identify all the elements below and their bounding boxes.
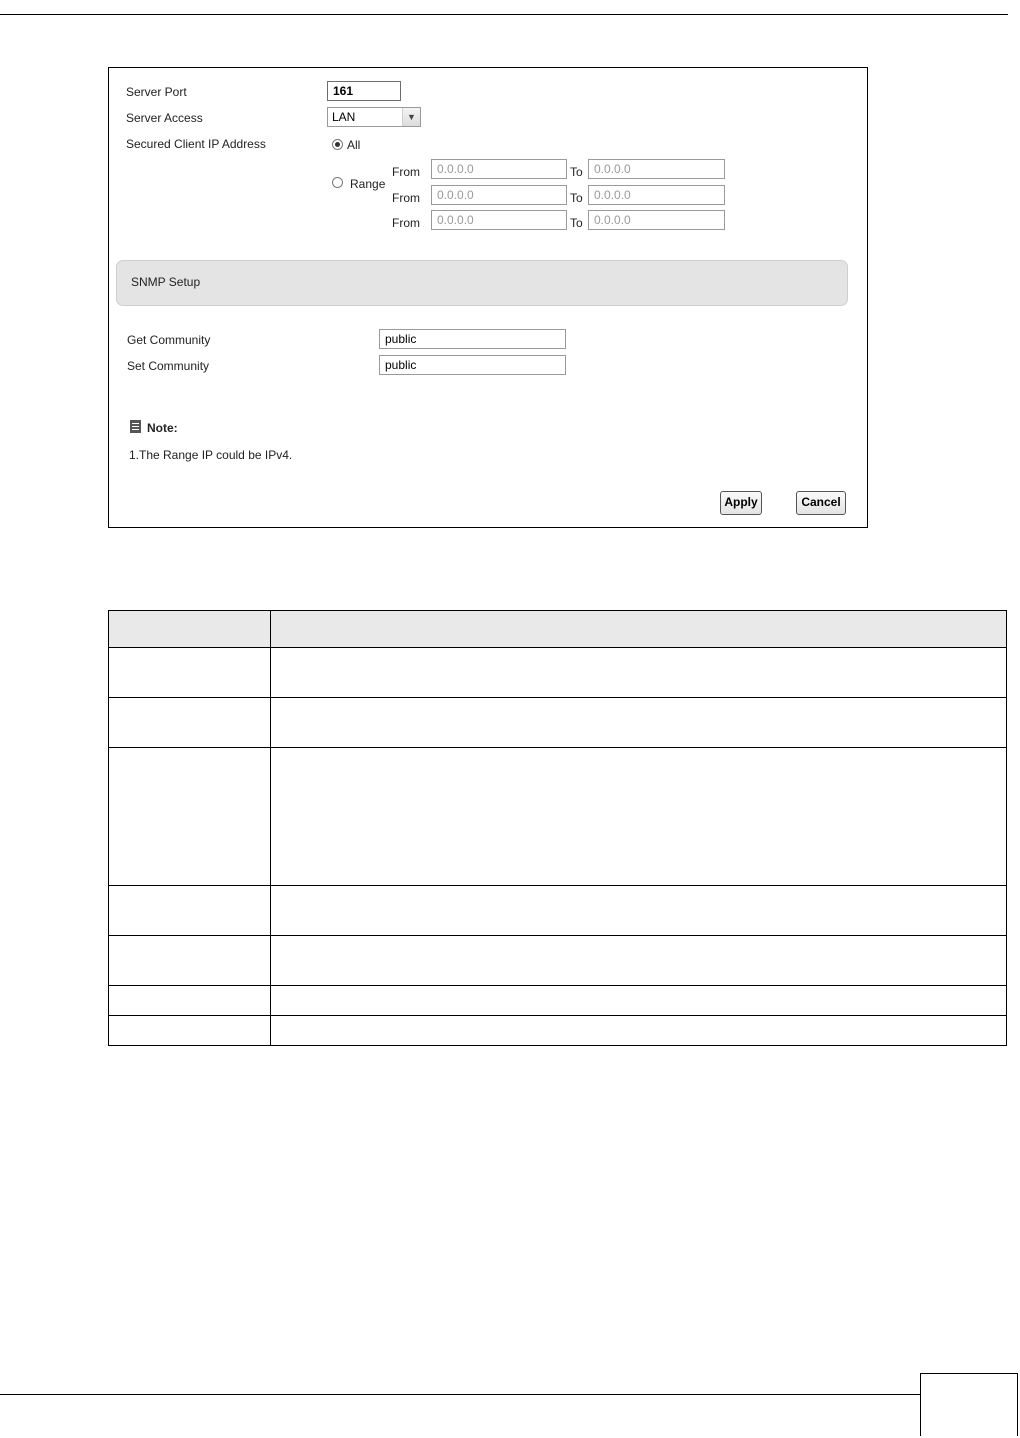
note-title: Note: [147,421,178,435]
header-rule [0,14,1008,15]
range-from-input-1[interactable]: 0.0.0.0 [431,159,567,179]
table-row [109,986,1007,1016]
table-row [109,648,1007,698]
table-row [109,936,1007,986]
table-cell-description [271,936,1007,986]
radio-range[interactable] [332,177,343,188]
radio-all-label: All [347,138,361,152]
table-header-cell [271,611,1007,648]
remote-management-panel [108,67,868,528]
snmp-setup-title: SNMP Setup [131,275,201,289]
range-to-input-1[interactable]: 0.0.0.0 [588,159,725,179]
table-row [109,698,1007,748]
table-header-cell [109,611,271,648]
table-header-row [109,611,1007,648]
table-cell-description [271,648,1007,698]
get-community-label: Get Community [127,333,211,347]
note-text: 1.The Range IP could be IPv4. [129,448,293,462]
chevron-down-icon[interactable]: ▼ [402,108,420,126]
radio-all[interactable] [332,139,343,150]
table-row [109,886,1007,936]
table-cell-description [271,698,1007,748]
table-row [109,1016,1007,1046]
server-port-input[interactable]: 161 [327,81,401,101]
set-community-label: Set Community [127,359,210,373]
table-cell-label [109,698,271,748]
cancel-button[interactable]: Cancel [796,491,846,515]
table-cell-description [271,986,1007,1016]
set-community-input[interactable]: public [379,355,566,375]
apply-button[interactable]: Apply [720,491,762,515]
table-cell-description [271,886,1007,936]
table-cell-label [109,748,271,886]
to-label: To [570,165,583,179]
from-label: From [392,216,420,230]
table-cell-label [109,936,271,986]
table-row [109,748,1007,886]
table-cell-description [271,1016,1007,1046]
table-cell-label [109,1016,271,1046]
server-access-label: Server Access [126,111,203,125]
table-cell-description [271,748,1007,886]
server-port-label: Server Port [126,85,187,99]
server-access-selected-value: LAN [332,110,356,124]
table-cell-label [109,886,271,936]
from-label: From [392,191,420,205]
secured-client-ip-label: Secured Client IP Address [126,137,266,151]
snmp-setup-section-header [116,260,848,306]
get-community-input[interactable]: public [379,329,566,349]
footer-rule [0,1394,920,1395]
to-label: To [570,191,583,205]
range-to-input-3[interactable]: 0.0.0.0 [588,210,725,230]
radio-range-label: Range [350,177,386,191]
page-number-box [920,1373,1018,1436]
table-cell-label [109,986,271,1016]
table-cell-label [109,648,271,698]
range-from-input-2[interactable]: 0.0.0.0 [431,185,567,205]
to-label: To [570,216,583,230]
note-document-icon [130,420,141,433]
range-to-input-2[interactable]: 0.0.0.0 [588,185,725,205]
from-label: From [392,165,420,179]
field-description-table [108,610,1007,1046]
range-from-input-3[interactable]: 0.0.0.0 [431,210,567,230]
server-access-select[interactable] [327,107,421,127]
